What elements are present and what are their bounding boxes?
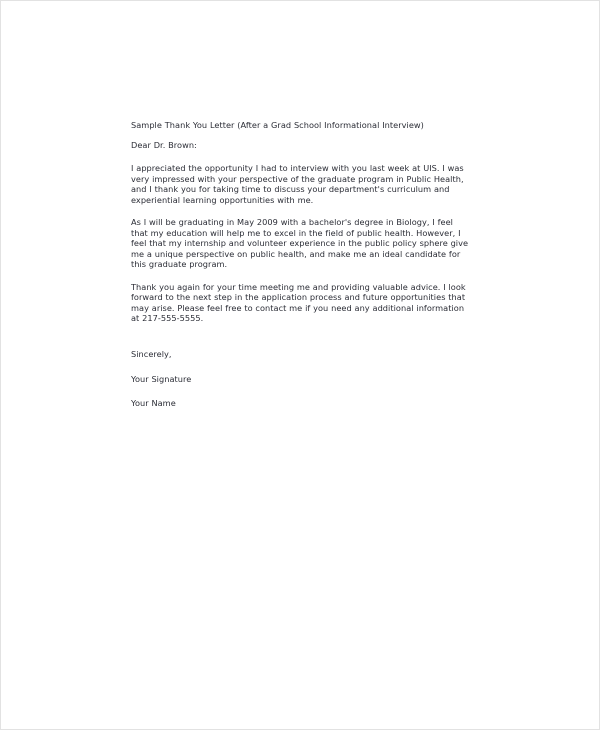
letter-paragraph-2: As I will be graduating in May 2009 with a bachelor's degree in Biology, I feel that my education will help me to excel in the field of public health. However, I feel that my internship and volunteer experience in the public policy sphere give me a unique perspective on public health, and make me an ideal candidate for this graduate program. — [131, 217, 469, 270]
letter-title: Sample Thank You Letter (After a Grad School Informational Interview) — [131, 120, 424, 130]
letter-paragraph-1: I appreciated the opportunity I had to interview with you last week at UIS. I was very impressed with your perspective of the graduate program in Public Health, and I thank you for taking time to discuss your department's curriculum and experiential learning opportunities with me. — [131, 163, 464, 205]
letter-paragraph-3: Thank you again for your time meeting me and providing valuable advice. I look forward to the next step in the application process and future opportunities that may arise. Please feel free to contact me if you need any additional information at 217-555-5555. — [131, 281, 466, 324]
letter-signature-placeholder: Your Signature — [131, 373, 192, 384]
letter-salutation: Dear Dr. Brown: — [131, 139, 197, 150]
letter-name-placeholder: Your Name — [131, 398, 176, 409]
letter-content — [131, 120, 471, 409]
letter-closing: Sincerely, — [131, 348, 172, 359]
